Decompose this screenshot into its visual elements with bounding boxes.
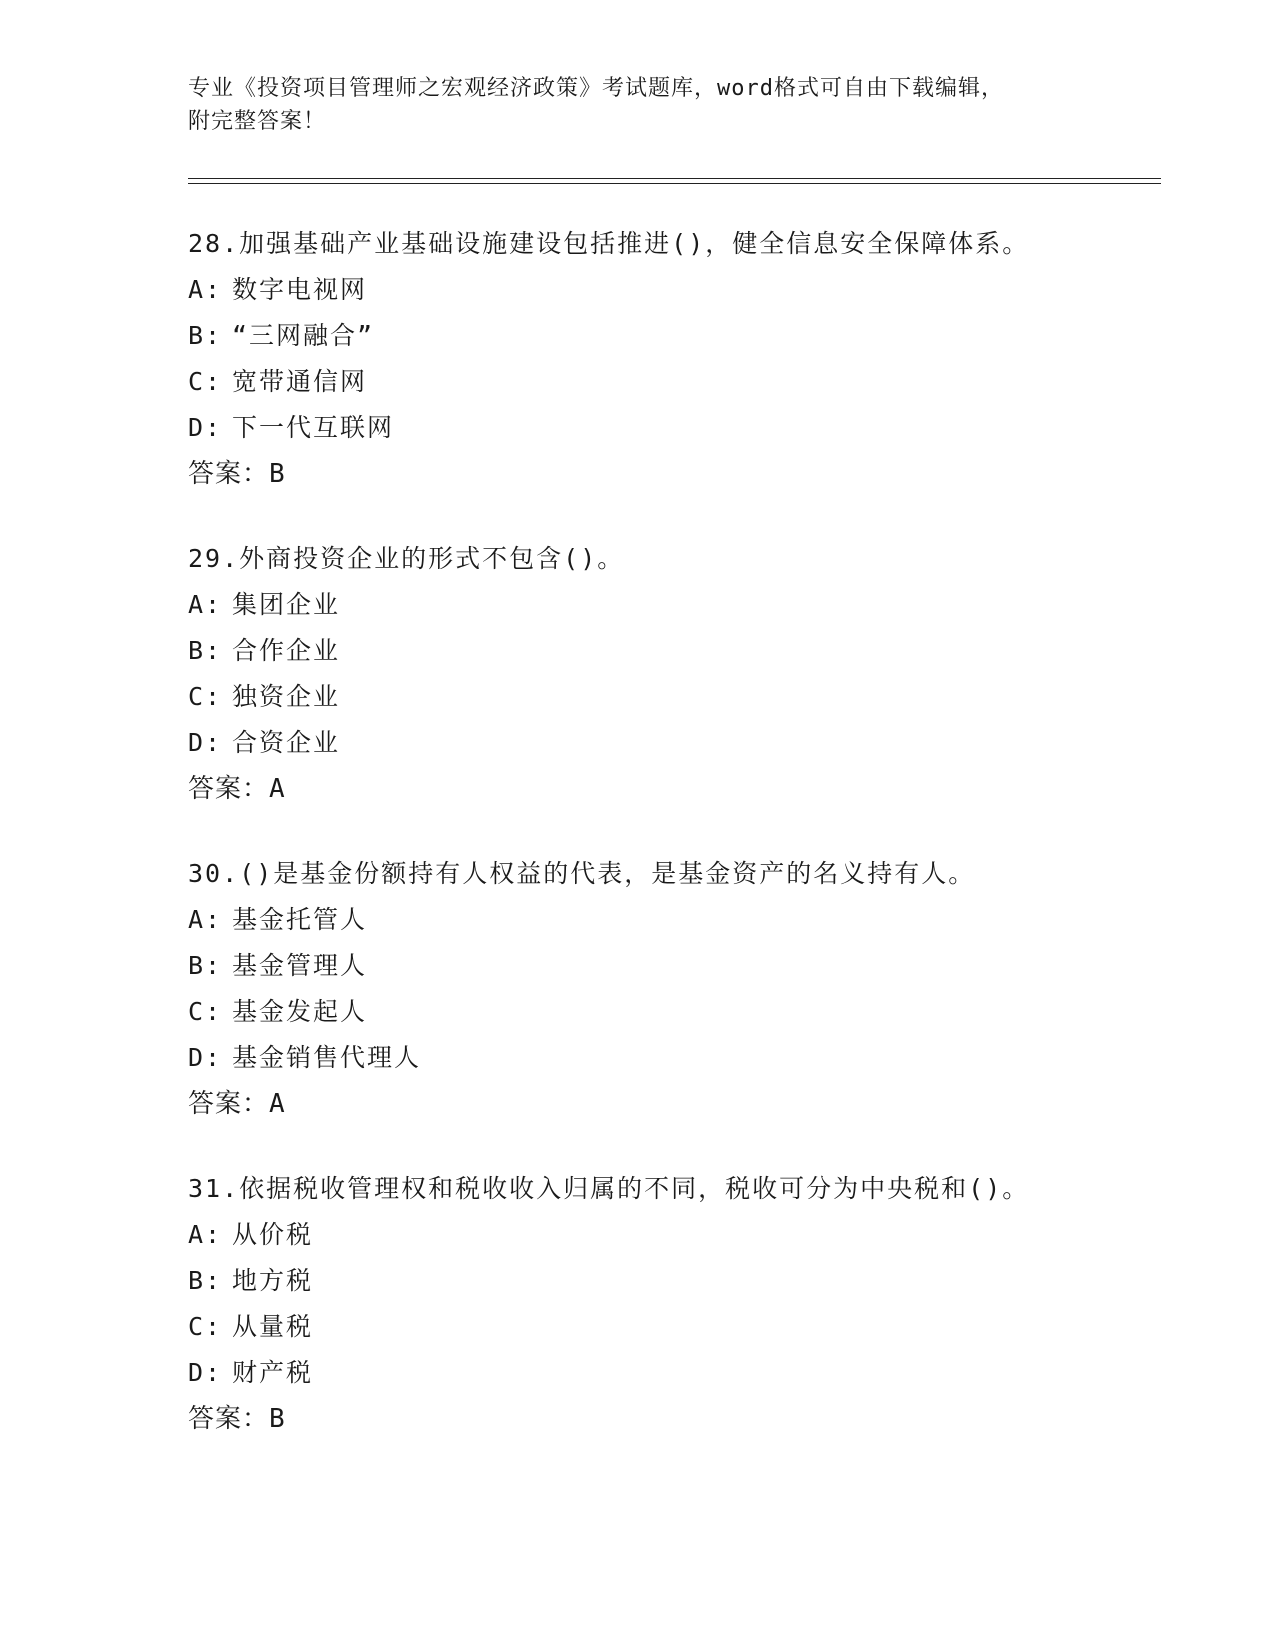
option-letter: D:: [188, 1358, 223, 1387]
question-29: [188, 544, 1178, 820]
option-letter: B:: [188, 636, 223, 665]
option-text: 基金发起人: [232, 997, 368, 1026]
answer-label: 答案：: [188, 1089, 270, 1119]
option-text: 合资企业: [232, 728, 341, 757]
question-30: [188, 859, 1178, 1135]
answer-value: B: [269, 1404, 286, 1434]
option-d: [188, 1358, 1178, 1404]
option-letter: A:: [188, 1220, 223, 1249]
option-a: [188, 1220, 1178, 1266]
option-d: [188, 1043, 1178, 1089]
option-text: 基金管理人: [232, 951, 368, 980]
answer-line: [188, 774, 1178, 820]
question-stem: 28.加强基础产业基础设施建设包括推进()，健全信息安全保障体系。: [188, 229, 1030, 258]
answer-value: A: [269, 1089, 286, 1119]
header-divider-top: [188, 178, 1161, 179]
option-letter: C:: [188, 682, 223, 711]
header-line-2: 附完整答案！: [188, 109, 327, 134]
option-letter: B:: [188, 321, 223, 350]
answer-line: [188, 459, 1178, 505]
option-letter: A:: [188, 905, 223, 934]
question-stem: 31.依据税收管理权和税收收入归属的不同，税收可分为中央税和()。: [188, 1174, 1030, 1203]
option-b: [188, 951, 1178, 997]
option-text: 下一代互联网: [232, 413, 395, 442]
option-letter: D:: [188, 413, 223, 442]
option-letter: A:: [188, 590, 223, 619]
option-c: [188, 1312, 1178, 1358]
option-a: [188, 275, 1178, 321]
option-a: [188, 590, 1178, 636]
option-text: 合作企业: [232, 636, 341, 665]
option-text: 数字电视网: [232, 275, 368, 304]
question-28: [188, 229, 1178, 505]
option-text: 地方税: [232, 1266, 314, 1295]
option-letter: B:: [188, 951, 223, 980]
answer-value: B: [269, 459, 286, 489]
answer-line: [188, 1089, 1178, 1135]
header-note: [188, 72, 1088, 138]
option-text: 独资企业: [232, 682, 341, 711]
option-b: [188, 321, 1178, 367]
option-text: 宽带通信网: [232, 367, 368, 396]
option-text: 基金托管人: [232, 905, 368, 934]
answer-label: 答案：: [188, 459, 270, 489]
option-c: [188, 682, 1178, 728]
question-stem: 30.()是基金份额持有人权益的代表，是基金资产的名义持有人。: [188, 859, 976, 888]
header-line-1: 专业《投资项目管理师之宏观经济政策》考试题库，word格式可自由下载编辑，: [188, 76, 1004, 101]
answer-value: A: [269, 774, 286, 804]
option-b: [188, 1266, 1178, 1312]
option-c: [188, 997, 1178, 1043]
question-stem: 29.外商投资企业的形式不包含()。: [188, 544, 625, 573]
option-letter: D:: [188, 728, 223, 757]
option-text: 集团企业: [232, 590, 341, 619]
option-text: 从量税: [232, 1312, 314, 1341]
answer-line: [188, 1404, 1178, 1450]
option-c: [188, 367, 1178, 413]
option-text: “三网融合”: [232, 321, 375, 350]
option-text: 基金销售代理人: [232, 1043, 422, 1072]
option-letter: D:: [188, 1043, 223, 1072]
header-divider-bottom: [188, 183, 1161, 184]
option-text: 财产税: [232, 1358, 314, 1387]
option-d: [188, 728, 1178, 774]
option-letter: C:: [188, 1312, 223, 1341]
option-d: [188, 413, 1178, 459]
option-b: [188, 636, 1178, 682]
option-letter: A:: [188, 275, 223, 304]
option-letter: C:: [188, 997, 223, 1026]
option-text: 从价税: [232, 1220, 314, 1249]
answer-label: 答案：: [188, 1404, 270, 1434]
option-letter: B:: [188, 1266, 223, 1295]
option-a: [188, 905, 1178, 951]
answer-label: 答案：: [188, 774, 270, 804]
question-31: [188, 1174, 1178, 1450]
option-letter: C:: [188, 367, 223, 396]
